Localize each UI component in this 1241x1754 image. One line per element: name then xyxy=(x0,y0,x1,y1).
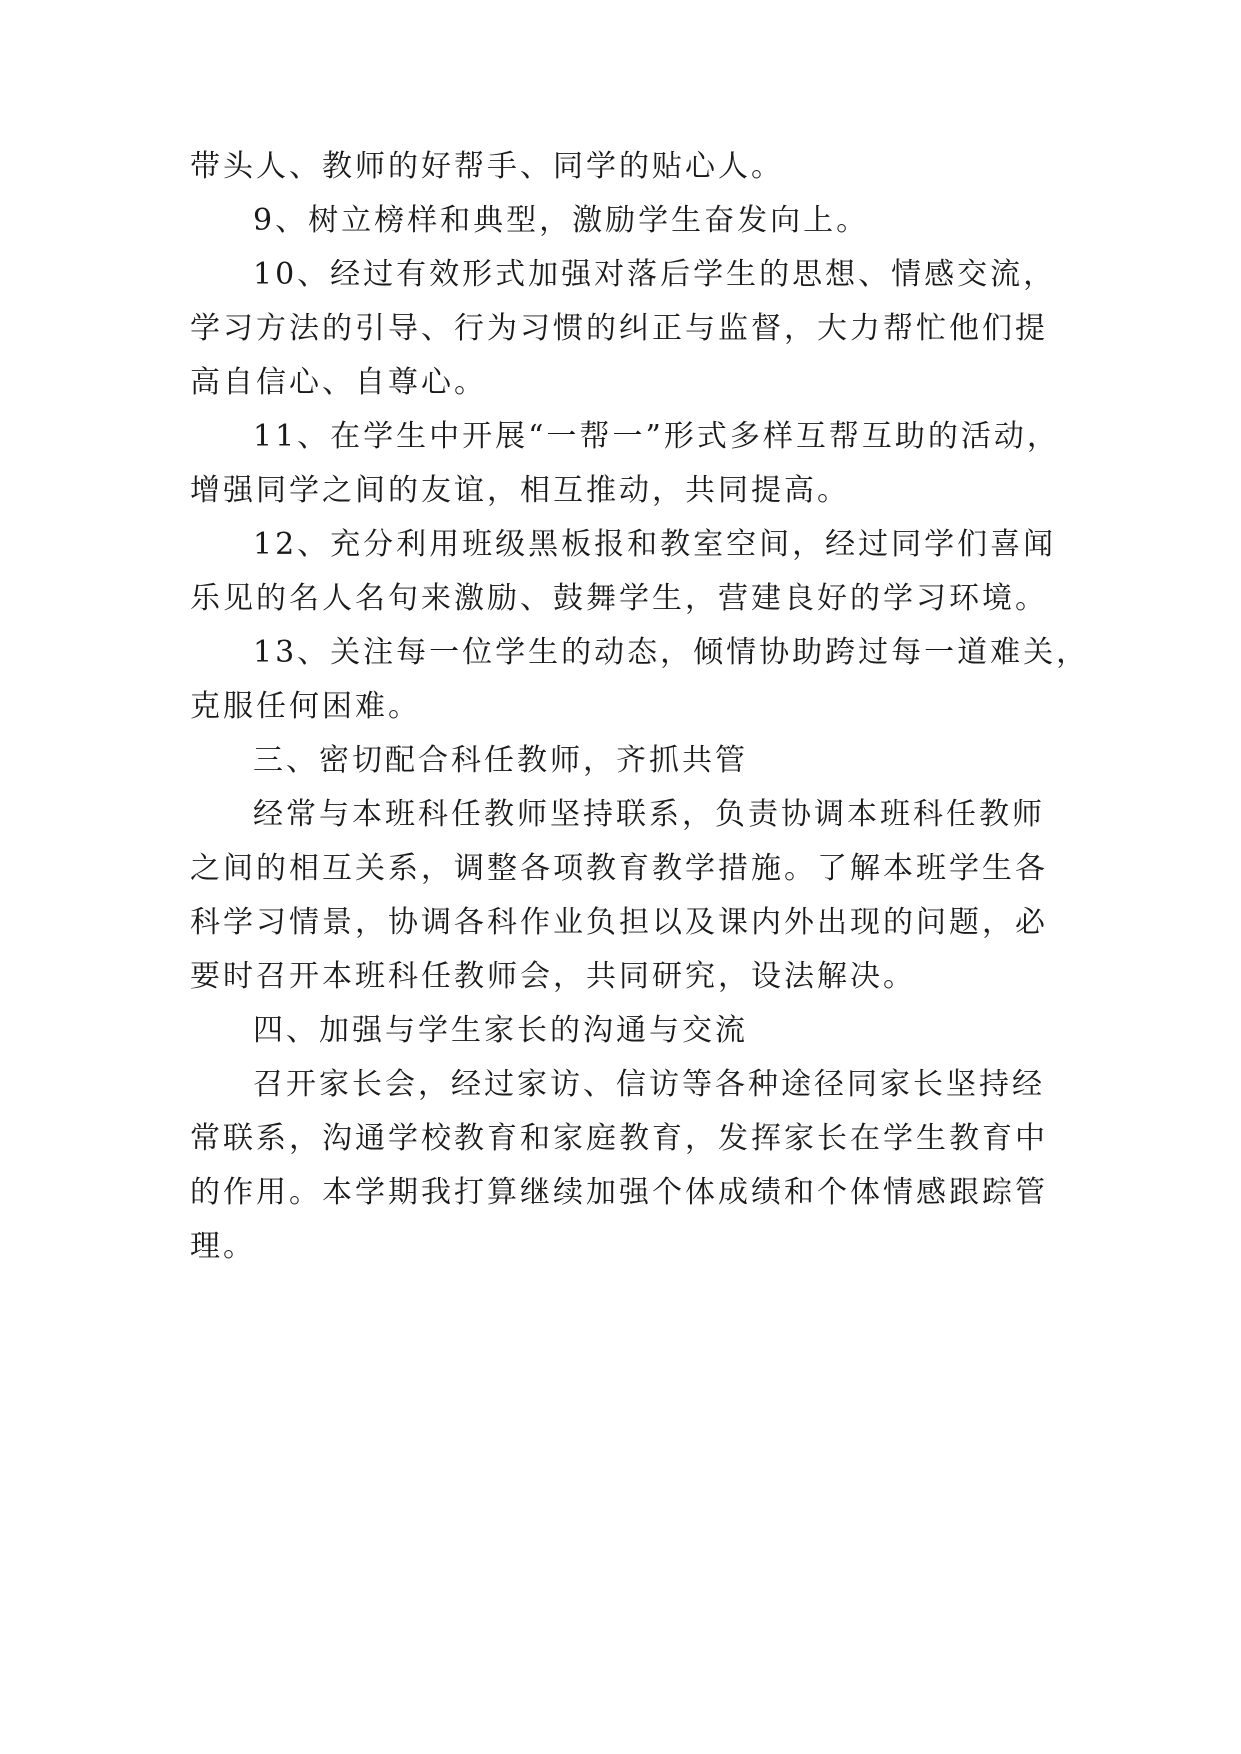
text-line: 常联系，沟通学校教育和家庭教育，发挥家长在学生教育中 xyxy=(190,1121,1048,1156)
list-item-12: 12、充分利用班级黑板报和教室空间，经过同学们喜闻 xyxy=(253,527,1057,562)
text-line: 之间的相互关系，调整各项教育教学措施。了解本班学生各 xyxy=(190,851,1048,886)
text-line: 乐见的名人名句来激励、鼓舞学生，营建良好的学习环境。 xyxy=(190,581,1048,616)
text-line: 要时召开本班科任教师会，共同研究，设法解决。 xyxy=(190,959,916,994)
text-line: 增强同学之间的友谊，相互推动，共同提高。 xyxy=(190,473,850,508)
section-heading-3: 三、密切配合科任教师，齐抓共管 xyxy=(253,743,748,778)
text-line: 的作用。本学期我打算继续加强个体成绩和个体情感跟踪管 xyxy=(190,1175,1048,1210)
text-line: 高自信心、自尊心。 xyxy=(190,365,487,400)
text-line: 学习方法的引导、行为习惯的纠正与监督，大力帮忙他们提 xyxy=(190,311,1048,346)
text-line: 克服任何困难。 xyxy=(190,689,421,724)
text-line: 理。 xyxy=(190,1229,256,1264)
text-line: 带头人、教师的好帮手、同学的贴心人。 xyxy=(190,149,784,184)
text-line: 召开家长会，经过家访、信访等各种途径同家长坚持经 xyxy=(253,1067,1045,1102)
text-line: 经常与本班科任教师坚持联系，负责协调本班科任教师 xyxy=(253,797,1045,832)
list-item-9: 9、树立榜样和典型，激励学生奋发向上。 xyxy=(253,203,870,238)
list-item-11: 11、在学生中开展“一帮一”形式多样互帮互助的活动， xyxy=(253,419,1060,454)
list-item-10: 10、经过有效形式加强对落后学生的思想、情感交流， xyxy=(253,257,1057,292)
list-item-13: 13、关注每一位学生的动态，倾情协助跨过每一道难关， xyxy=(253,635,1090,670)
section-heading-4: 四、加强与学生家长的沟通与交流 xyxy=(253,1013,748,1048)
text-line: 科学习情景，协调各科作业负担以及课内外出现的问题，必 xyxy=(190,905,1048,940)
